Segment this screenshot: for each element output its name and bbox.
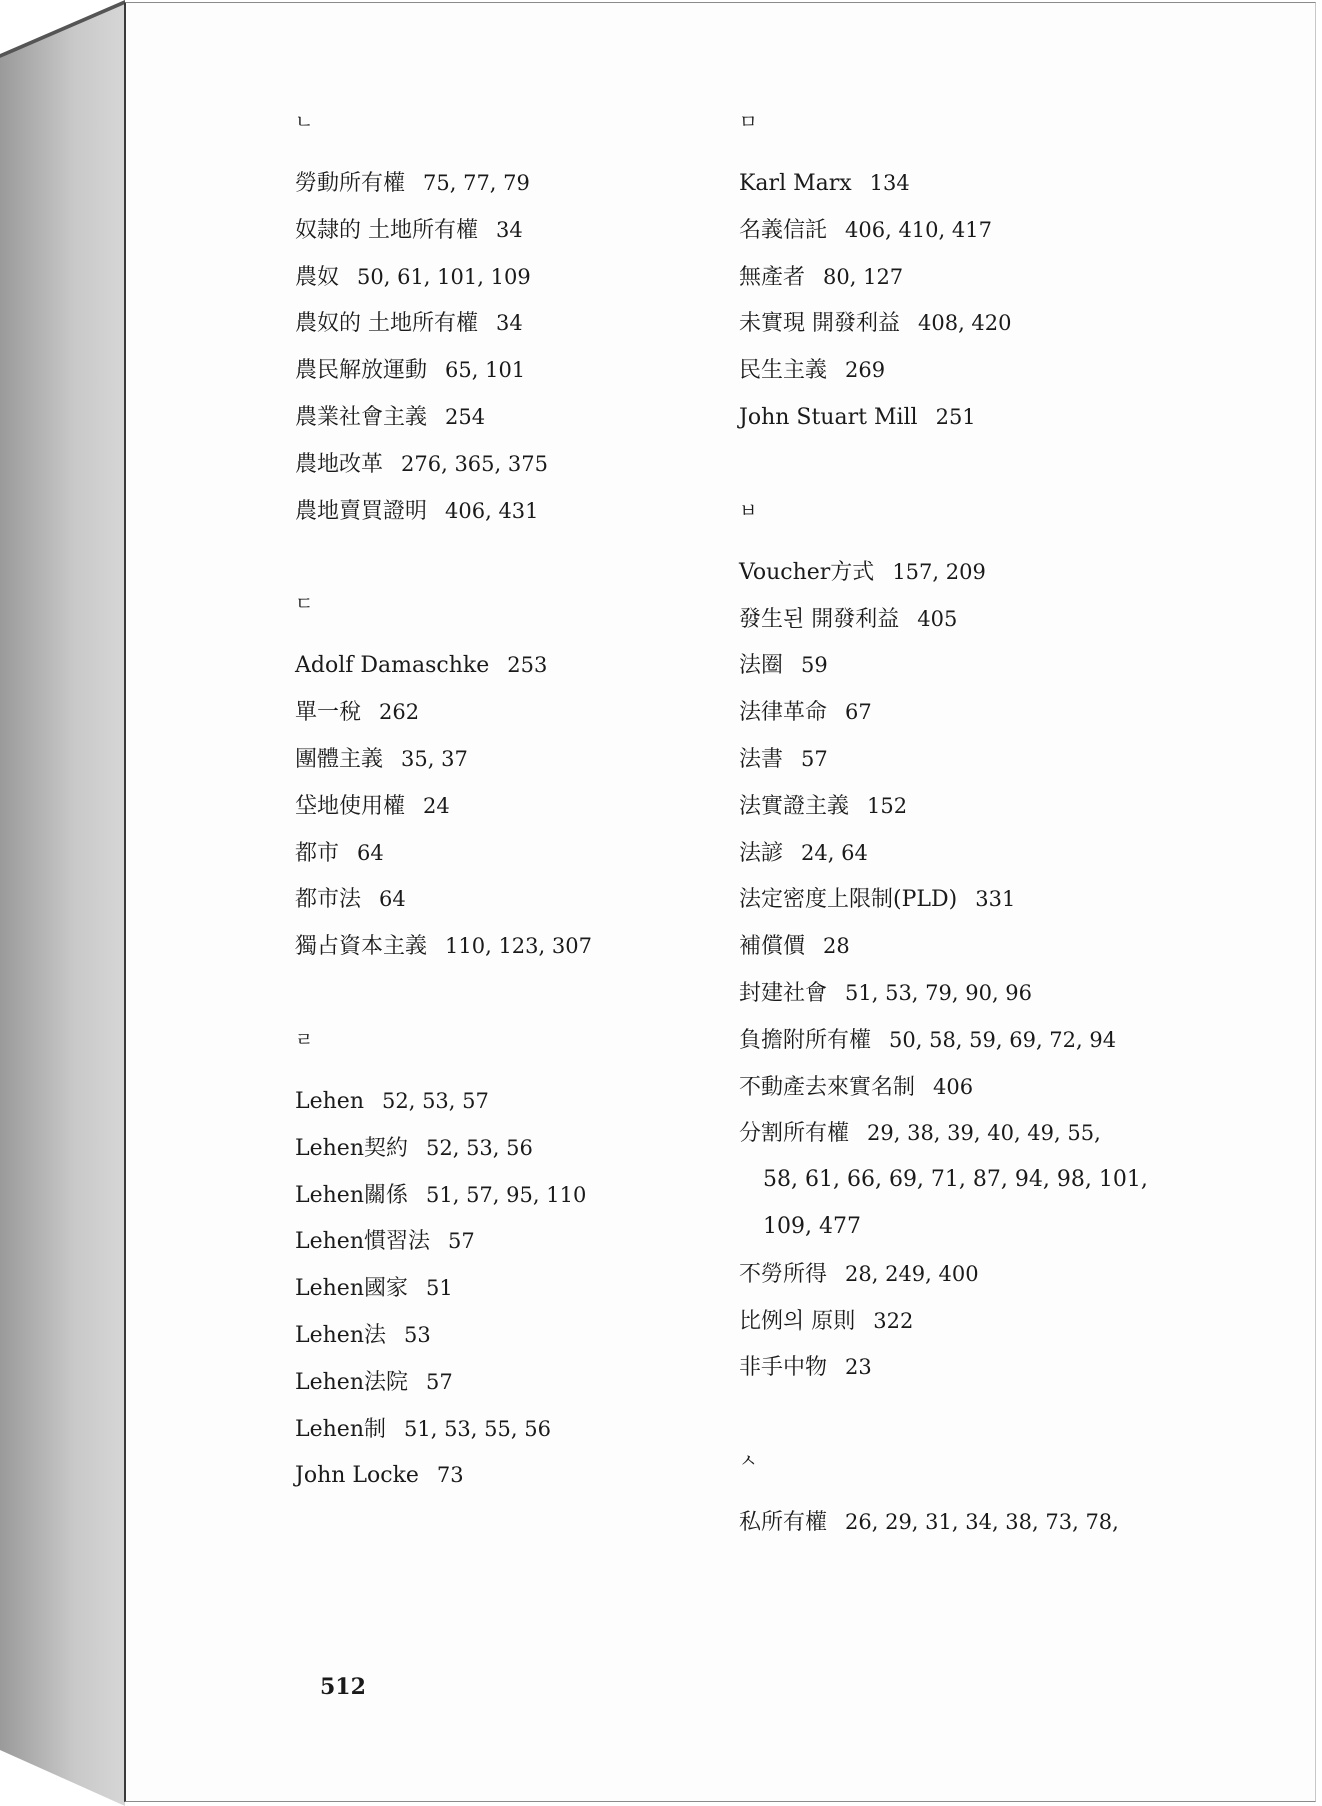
- index-entry: [295, 300, 715, 347]
- entry-pages: 134: [869, 171, 910, 195]
- entry-pages: 67: [845, 700, 872, 725]
- entry-pages: 52, 53, 56: [426, 1135, 533, 1160]
- index-entry: [739, 1064, 1199, 1111]
- entry-term: 奴隷的 土地所有權: [295, 217, 478, 243]
- index-entry: [739, 1499, 1199, 1546]
- entry-pages: 26, 29, 31, 34, 38, 73, 78,: [845, 1510, 1119, 1535]
- entry-pages: 406: [933, 1074, 974, 1099]
- entry-term: 農民解放運動: [295, 358, 428, 384]
- index-entry: [739, 689, 1199, 736]
- index-entry: [739, 736, 1199, 783]
- entry-term: 農奴: [295, 264, 340, 290]
- entry-pages: 64: [357, 840, 384, 865]
- entry-term: 補償價: [739, 934, 806, 960]
- entry-term: 發生된 開發利益: [739, 606, 900, 632]
- entry-term: Lehen關係: [295, 1182, 408, 1208]
- index-column-left: [295, 108, 715, 1499]
- entry-pages: 253: [507, 653, 548, 678]
- index-entry: [295, 488, 715, 535]
- entry-term: 法書: [739, 746, 784, 772]
- entry-term: Lehen: [295, 1088, 364, 1114]
- entry-pages: 65, 101: [445, 358, 526, 383]
- index-entry: [739, 347, 1199, 394]
- index-entry: [739, 1344, 1199, 1391]
- entry-term: Lehen制: [295, 1416, 386, 1442]
- entry-pages: 51, 53, 55, 56: [404, 1416, 551, 1441]
- index-entry: [295, 1218, 715, 1265]
- entry-term: 負擔附所有權: [739, 1027, 872, 1053]
- index-entry: [295, 1078, 715, 1125]
- index-entry: [739, 783, 1199, 830]
- entry-term: Lehen法: [295, 1322, 386, 1348]
- entry-pages: 406, 431: [445, 498, 539, 523]
- entry-term: 未實現 開發利益: [739, 311, 900, 337]
- entry-term: 分割所有權: [739, 1121, 850, 1147]
- index-entry: [739, 300, 1199, 347]
- entry-term: Lehen契約: [295, 1135, 408, 1161]
- entry-pages: 251: [935, 404, 976, 429]
- index-entry: [295, 736, 715, 783]
- entry-pages: 51, 53, 79, 90, 96: [845, 980, 1033, 1005]
- index-entry: [739, 830, 1199, 877]
- section-heading: ㅁ: [739, 111, 758, 133]
- entry-pages: 331: [975, 887, 1016, 912]
- entry-term: Lehen慣習法: [295, 1229, 430, 1255]
- entry-pages-continued: 58, 61, 66, 69, 71, 87, 94, 98, 101,: [763, 1167, 1148, 1193]
- entry-term: Karl Marx: [739, 171, 852, 196]
- entry-pages: 157, 209: [892, 559, 986, 584]
- index-entry: [295, 1406, 715, 1453]
- entry-pages: 59: [801, 653, 828, 678]
- entry-pages: 406, 410, 417: [845, 217, 992, 242]
- entry-term: 都市: [295, 840, 340, 866]
- entry-term: 垈地使用權: [295, 793, 406, 819]
- entry-pages: 75, 77, 79: [423, 171, 530, 195]
- entry-term: 農地改革: [295, 451, 384, 477]
- entry-pages: 29, 38, 39, 40, 49, 55,: [867, 1121, 1101, 1146]
- entry-term: 勞動所有權: [295, 171, 406, 196]
- index-entry: [295, 1265, 715, 1312]
- entry-pages: 35, 37: [401, 746, 468, 771]
- index-entry: [295, 642, 715, 689]
- section-heading: ㅂ: [739, 499, 758, 522]
- entry-term: John Stuart Mill: [739, 404, 918, 430]
- entry-term: 都市法: [295, 887, 362, 913]
- index-entry: [295, 1125, 715, 1172]
- entry-term: 法諺: [739, 840, 784, 866]
- entry-term: 農奴的 土地所有權: [295, 311, 478, 337]
- index-entry: [295, 876, 715, 923]
- index-entry: [295, 441, 715, 488]
- entry-pages: 57: [448, 1229, 475, 1254]
- index-entry: [295, 830, 715, 877]
- entry-term: 單一稅: [295, 700, 362, 726]
- entry-term: 非手中物: [739, 1355, 828, 1381]
- entry-pages: 80, 127: [823, 264, 904, 289]
- entry-pages: 262: [379, 700, 420, 725]
- entry-pages: 408, 420: [918, 311, 1012, 336]
- index-entry: [739, 596, 1199, 643]
- entry-term: 法圈: [739, 653, 784, 679]
- entry-term: 私所有權: [739, 1510, 828, 1536]
- entry-term: 民生主義: [739, 358, 828, 384]
- entry-pages: 51: [426, 1276, 453, 1301]
- entry-pages: 254: [445, 404, 486, 429]
- entry-term: 不勞所得: [739, 1261, 828, 1287]
- index-entry: [739, 970, 1199, 1017]
- entry-pages: 28, 249, 400: [845, 1261, 979, 1286]
- index-entry: [739, 923, 1199, 970]
- page-number: 512: [320, 1674, 366, 1700]
- book-spine-side: [0, 0, 125, 1806]
- entry-term: 法定密度上限制(PLD): [739, 887, 958, 913]
- index-entry: [295, 1359, 715, 1406]
- index-entry: [295, 394, 715, 441]
- index-entry: [739, 642, 1199, 689]
- entry-term: 團體主義: [295, 746, 384, 772]
- index-entry: [739, 1110, 1199, 1250]
- entry-pages: 110, 123, 307: [445, 934, 592, 959]
- entry-pages: 57: [426, 1369, 453, 1394]
- index-entry: [739, 207, 1199, 254]
- index-entry: [295, 254, 715, 301]
- entry-pages: 50, 58, 59, 69, 72, 94: [889, 1027, 1117, 1052]
- entry-term: Lehen法院: [295, 1369, 408, 1395]
- index-entry: [295, 1172, 715, 1219]
- entry-term: 無產者: [739, 264, 806, 290]
- entry-term: 農業社會主義: [295, 404, 428, 430]
- section-heading: ㄷ: [295, 593, 314, 616]
- entry-term: 不動產去來實名制: [739, 1074, 916, 1100]
- entry-pages: 57: [801, 746, 828, 771]
- entry-pages: 276, 365, 375: [401, 451, 548, 476]
- index-entry: [739, 876, 1199, 923]
- index-entry: [739, 549, 1199, 596]
- entry-pages: 52, 53, 57: [382, 1088, 489, 1113]
- entry-pages: 51, 57, 95, 110: [426, 1182, 587, 1207]
- section-heading: ㄹ: [295, 1028, 314, 1051]
- entry-pages: 50, 61, 101, 109: [357, 264, 531, 289]
- entry-term: 名義信託: [739, 217, 828, 243]
- index-entry: [295, 783, 715, 830]
- index-entry: [739, 1017, 1199, 1064]
- entry-pages: 34: [496, 217, 523, 242]
- entry-term: John Locke: [295, 1463, 419, 1489]
- entry-pages: 64: [379, 887, 406, 912]
- entry-term: Adolf Damaschke: [295, 653, 490, 679]
- entry-pages: 24: [423, 793, 450, 818]
- index-entry: [739, 1298, 1199, 1345]
- index-entry: [295, 347, 715, 394]
- entry-term: 法律革命: [739, 700, 828, 726]
- entry-pages: 269: [845, 358, 886, 383]
- index-entry: [739, 1251, 1199, 1298]
- section-heading: ㅅ: [739, 1450, 758, 1473]
- index-entry: [295, 923, 715, 970]
- entry-term: 農地賣買證明: [295, 498, 428, 524]
- entry-pages: 23: [845, 1355, 872, 1380]
- index-entry: [295, 689, 715, 736]
- index-entry: [295, 1452, 715, 1499]
- entry-pages: 405: [917, 606, 958, 631]
- entry-pages: 34: [496, 311, 523, 336]
- entry-term: 封建社會: [739, 980, 828, 1006]
- index-entry: [739, 160, 1199, 207]
- entry-pages: 73: [436, 1463, 464, 1488]
- entry-term: 獨占資本主義: [295, 934, 428, 960]
- entry-pages: 28: [823, 934, 850, 959]
- index-entry: [295, 160, 715, 207]
- entry-pages: 24, 64: [801, 840, 868, 865]
- entry-term: 法實證主義: [739, 793, 850, 819]
- entry-term: Lehen國家: [295, 1276, 408, 1302]
- entry-pages: 322: [873, 1308, 914, 1333]
- index-entry: [295, 1312, 715, 1359]
- index-column-right: [739, 108, 1199, 1546]
- index-entry: [739, 394, 1199, 441]
- index-entry: [739, 254, 1199, 301]
- entry-line: [739, 1110, 1199, 1157]
- entry-pages-continued: 109, 477: [763, 1213, 861, 1239]
- entry-pages: 152: [867, 793, 908, 818]
- entry-term: 比例의 原則: [739, 1308, 856, 1334]
- section-heading: ㄴ: [295, 111, 314, 133]
- entry-term: Voucher方式: [739, 559, 875, 585]
- index-entry: [295, 207, 715, 254]
- entry-pages: 53: [404, 1322, 431, 1347]
